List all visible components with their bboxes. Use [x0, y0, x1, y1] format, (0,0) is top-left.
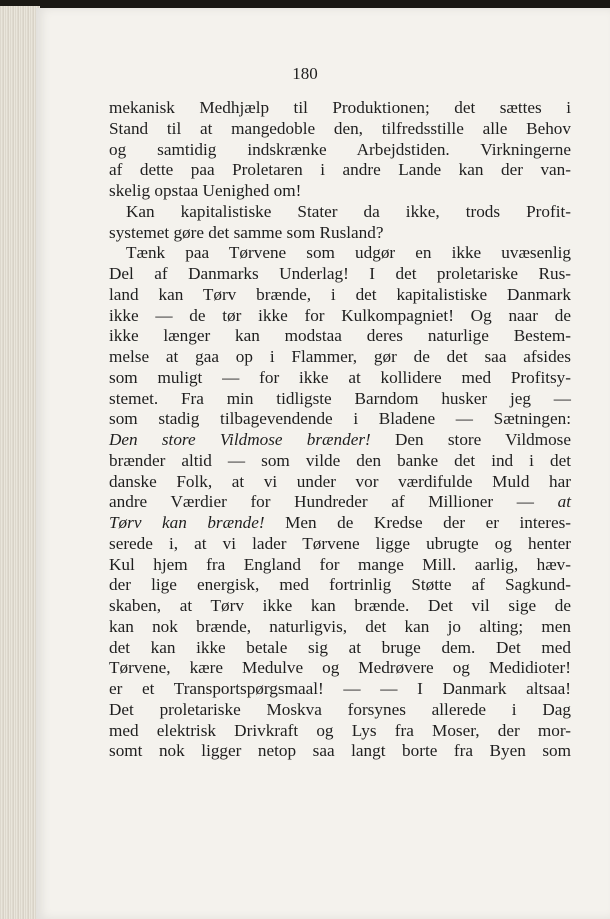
- page-stack-edge: [0, 6, 40, 919]
- text-line: skaben, at Tørv ikke kan brænde. Det vil sige de: [109, 596, 571, 615]
- text-line: Den store Vildmose brænder! Den store Vildmose: [109, 430, 571, 449]
- page-number: 180: [292, 64, 318, 83]
- text-line: kan nok brænde, naturligvis, det kan jo alting; men: [109, 616, 571, 636]
- text-line: Kan kapitalistiske Stater da ikke, trods Profit-: [126, 201, 571, 221]
- text-line: Det proletariske Moskva forsynes allerede i Dag: [109, 699, 571, 719]
- text-line: ikke længer kan modstaa deres naturlige Bestem-: [109, 326, 571, 346]
- text-line: af dette paa Proletaren i andre Lande kan der van-: [109, 160, 571, 180]
- text-line: mekanisk Medhjælp til Produktionen; det sættes i: [109, 98, 571, 117]
- text-line: brænder altid — som vilde den banke det ind i det: [109, 450, 571, 470]
- text-line: systemet gøre det samme som Rusland?: [109, 222, 384, 242]
- text-line: er et Transportspørgsmaal! — — I Danmark altsaa!: [109, 679, 571, 698]
- text-line: der lige energisk, med fortrinlig Støtte af Sagkund-: [109, 575, 571, 595]
- text-line: ikke — de tør ikke for Kulkompagniet! Og naar de: [109, 305, 571, 325]
- text-line: og samtidig indskrænke Arbejdstiden. Virkningerne: [109, 139, 571, 159]
- text-line: somt nok ligger netop saa langt borte fra Byen som: [109, 741, 571, 761]
- text-line: danske Folk, at vi under vor værdifulde Muld har: [109, 471, 571, 491]
- text-line: Tænk paa Tørvene som udgør en ikke uvæsenlig: [126, 243, 571, 263]
- scan-top-border: [0, 0, 610, 8]
- text-line: andre Værdier for Hundreder af Millioner — at: [109, 492, 571, 512]
- text-line: serede i, at vi lader Tørvene ligge ubrugte og henter: [109, 533, 571, 553]
- italic-text: at: [557, 492, 571, 512]
- text-line: det kan ikke betale sig at bruge dem. Det med: [109, 637, 571, 657]
- text-line: melse at gaa op i Flammer, gør de det saa afsides: [109, 347, 571, 366]
- text-line: Stand til at mangedoble den, tilfredsstille alle Behov: [109, 118, 571, 138]
- text-line: Kul hjem fra England for mange Mill. aarlig, hæv-: [109, 554, 571, 574]
- text-line: stemet. Fra min tidligste Barndom husker jeg —: [109, 388, 571, 408]
- text-line: land kan Tørv brænde, i det kapitalistiske Danmark: [109, 284, 571, 304]
- text-line: Del af Danmarks Underlag! I det proletariske Rus-: [109, 264, 571, 283]
- body-text: [109, 98, 571, 762]
- text-line: som muligt — for ikke at kollidere med Profitsy-: [109, 367, 571, 387]
- text-line: skelig opstaa Uenighed om!: [109, 181, 302, 200]
- text-line: Tørv kan brænde! Men de Kredse der er interes-: [109, 513, 571, 532]
- text-line: med elektrisk Drivkraft og Lys fra Moser, der mor-: [109, 720, 571, 740]
- text-line: som stadig tilbagevendende i Bladene — Sætningen:: [109, 409, 571, 429]
- italic-text: Den store Vildmose brænder!: [109, 430, 371, 449]
- text-line: Tørvene, kære Medulve og Medrøvere og Medidioter!: [109, 658, 571, 678]
- italic-text: Tørv kan brænde!: [109, 513, 265, 532]
